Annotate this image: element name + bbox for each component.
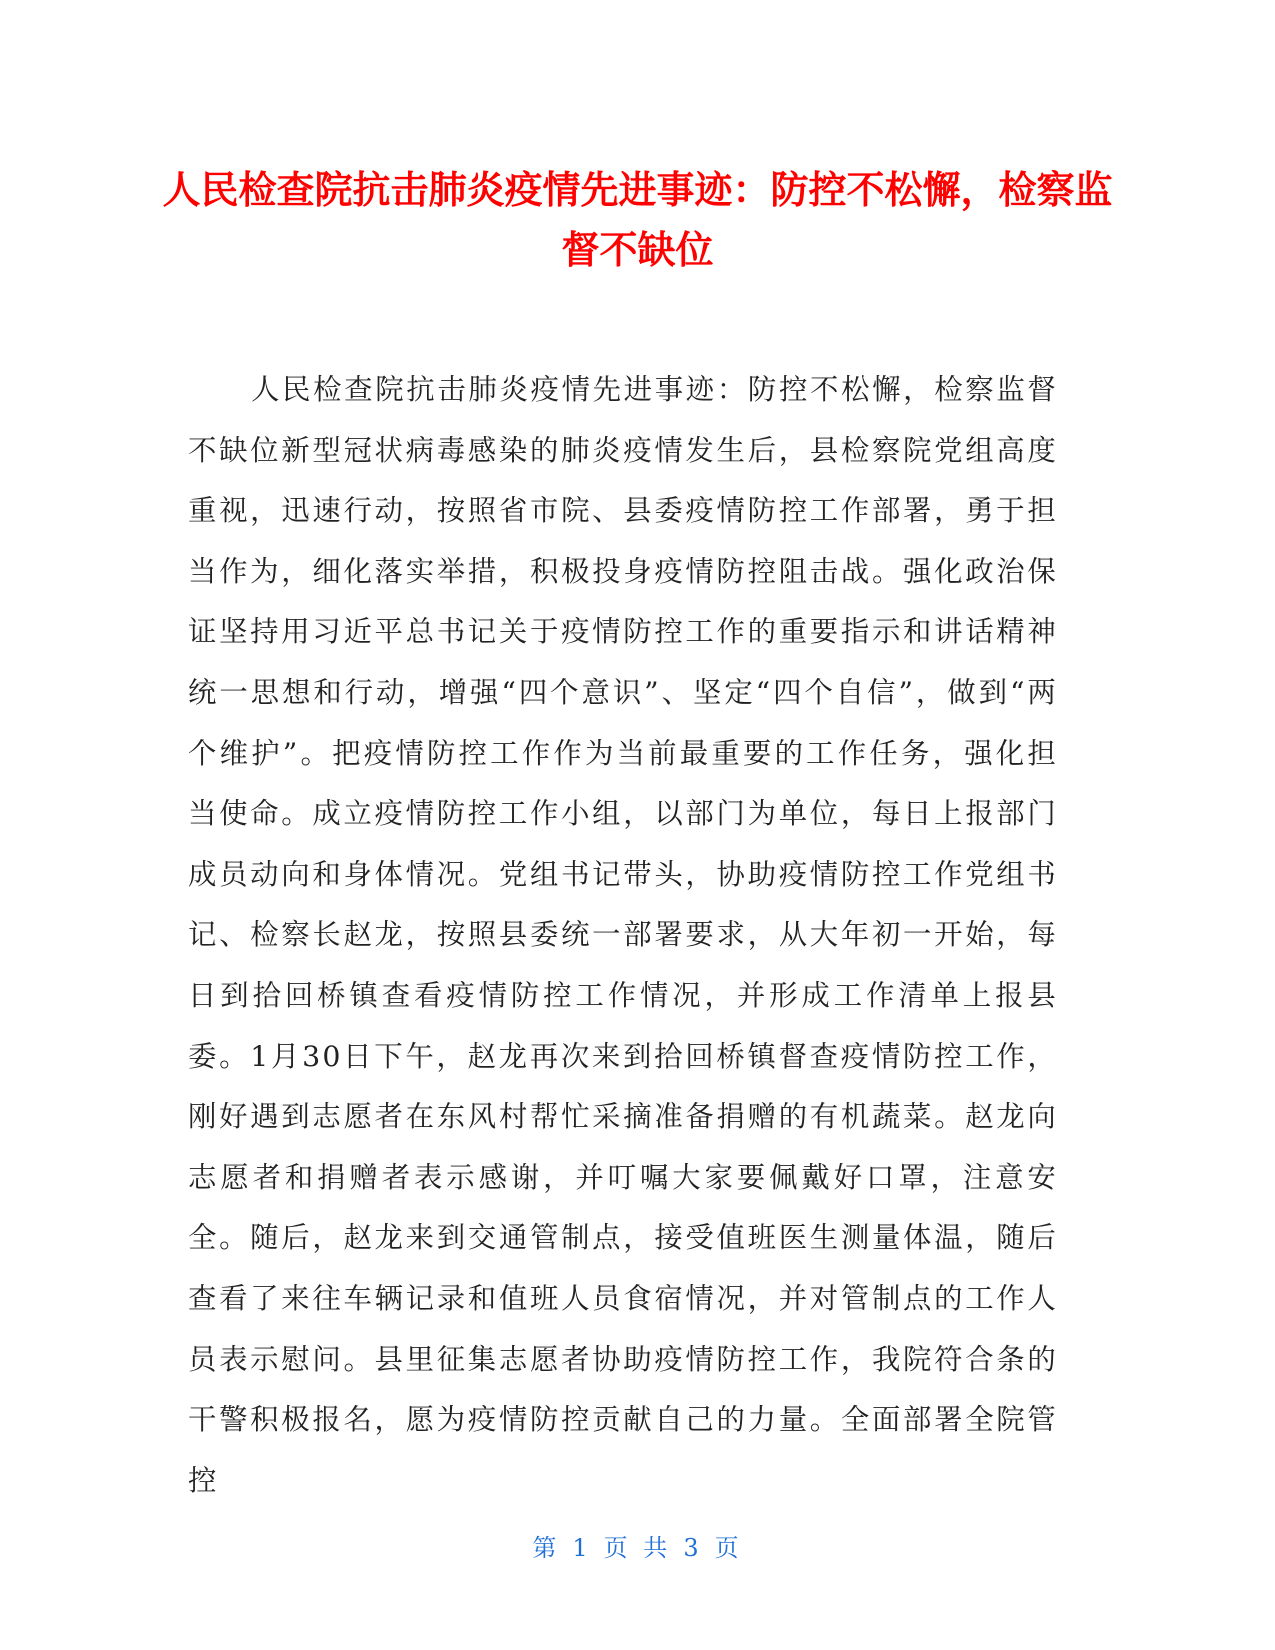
page-label-prefix: 第 bbox=[532, 1534, 561, 1562]
document-body-paragraph: 人民检查院抗击肺炎疫情先进事迹：防控不松懈，检察监督不缺位新型冠状病毒感染的肺炎疫情发生后，县检察院党组高度重视，迅速行动，按照省市院、县委疫情防控工作部署，勇于担当作为，细化落实举措，积极投身疫情防控阻击战。强化政治保证坚持用习近平总书记关于疫情防控工作的重要指示和讲话精神统一思想和行动，增强“四个意识”、坚定“四个自信”，做到“两个维护”。把疫情防控工作作为当前最重要的工作任务，强化担当使命。成立疫情防控工作小组，以部门为单位，每日上报部门成员动向和身体情况。党组书记带头，协助疫情防控工作党组书记、检察长赵龙，按照县委统一部署要求，从大年初一开始，每日到拾回桥镇查看疫情防控工作情况，并形成工作清单上报县委。1月30日下午，赵龙再次来到拾回桥镇督查疫情防控工作，刚好遇到志愿者在东风村帮忙采摘准备捐赠的有机蔬菜。赵龙向志愿者和捐赠者表示感谢，并叮嘱大家要佩戴好口罩，注意安全。随后，赵龙来到交通管制点，接受值班医生测量体温，随后查看了来往车辆记录和值班人员食宿情况，并对管制点的工作人员表示慰问。县里征集志愿者协助疫情防控工作，我院符合条的干警积极报名，愿为疫情防控贡献自己的力量。全面部署全院管控 bbox=[188, 373, 1058, 1497]
page-label-suffix: 页 bbox=[714, 1534, 743, 1562]
page-label-middle: 页 共 bbox=[603, 1534, 672, 1562]
page-total-number: 3 bbox=[683, 1534, 703, 1562]
document-title: 人民检查院抗击肺炎疫情先进事迹：防控不松懈，检察监督不缺位 bbox=[162, 168, 1113, 272]
page-current-number: 1 bbox=[572, 1534, 592, 1562]
page-footer bbox=[0, 1533, 1275, 1563]
